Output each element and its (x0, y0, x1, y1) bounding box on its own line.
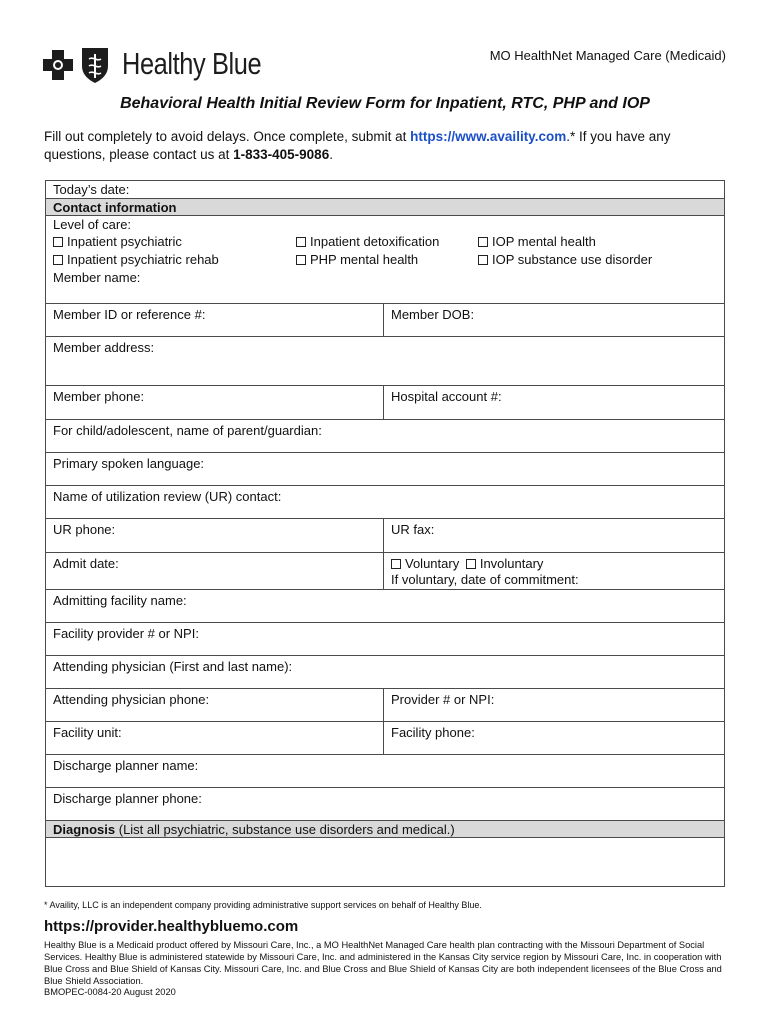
discharge-planner-name-label: Discharge planner name: (53, 758, 199, 773)
level-of-care-row (46, 215, 724, 303)
member-dob-label: Member DOB: (391, 307, 475, 322)
guardian-row[interactable] (46, 419, 724, 452)
facility-name-label: Admitting facility name: (53, 593, 187, 608)
form-code: BMOPEC-0084-20 August 2020 (44, 987, 176, 997)
language-row[interactable] (46, 452, 724, 485)
option-label: Inpatient detoxification (310, 234, 440, 249)
voluntary-label: Voluntary (405, 556, 460, 571)
availity-footnote: * Availity, LLC is an independent company providing administrative support services on behalf of Healthy Blue. (44, 900, 482, 910)
involuntary-checkbox[interactable] (466, 559, 476, 569)
facility-unit-row[interactable] (46, 721, 724, 754)
hospital-account-label: Hospital account #: (391, 389, 502, 404)
review-form (45, 180, 725, 887)
admit-date-label: Admit date: (46, 553, 384, 589)
ur-phone-row[interactable] (46, 518, 724, 552)
intro-part3: . (329, 147, 333, 162)
attending-physician-row[interactable] (46, 655, 724, 688)
option-php-mental-health[interactable] (296, 251, 478, 269)
member-name-label: Member name: (53, 270, 141, 285)
logo-text: Healthy Blue (122, 46, 262, 81)
member-phone-row[interactable] (46, 385, 724, 419)
commitment-date-label: If voluntary, date of commitment: (391, 572, 579, 587)
provider-website-link[interactable]: https://provider.healthybluemo.com (44, 918, 299, 935)
option-label: IOP mental health (492, 234, 596, 249)
option-inpatient-psychiatric-rehab[interactable] (53, 251, 296, 269)
todays-date-label: Today’s date: (53, 182, 130, 197)
option-label: Inpatient psychiatric (67, 234, 182, 249)
checkbox-icon[interactable] (478, 237, 488, 247)
attending-physician-label: Attending physician (First and last name): (53, 659, 293, 674)
ur-contact-label: Name of utilization review (UR) contact: (53, 489, 282, 504)
option-iop-mental-health[interactable] (478, 233, 652, 251)
facility-provider-label: Facility provider # or NPI: (53, 626, 199, 641)
intro-part1: Fill out completely to avoid delays. Once complete, submit at (44, 129, 411, 144)
facility-provider-row[interactable] (46, 622, 724, 655)
ur-phone-label: UR phone: (46, 519, 384, 552)
attending-phone-label: Attending physician phone: (46, 689, 384, 721)
checkbox-icon[interactable] (296, 237, 306, 247)
option-inpatient-psychiatric[interactable] (53, 233, 296, 251)
level-of-care-label: Level of care: (53, 217, 132, 232)
contact-phone: 1-833-405-9086 (233, 147, 330, 162)
member-address-label: Member address: (53, 340, 155, 355)
diagnosis-note: (List all psychiatric, substance use disorders and medical.) (115, 822, 455, 837)
healthy-blue-logo (42, 44, 292, 84)
checkbox-icon[interactable] (53, 237, 63, 247)
discharge-planner-phone-label: Discharge planner phone: (53, 791, 202, 806)
ur-fax-label: UR fax: (391, 522, 435, 537)
todays-date-row[interactable] (46, 181, 724, 198)
discharge-name-row[interactable] (46, 754, 724, 787)
option-label: PHP mental health (310, 252, 419, 267)
blue-cross-blue-shield-icon (42, 44, 114, 84)
discharge-phone-row[interactable] (46, 787, 724, 820)
attending-phone-row[interactable] (46, 688, 724, 721)
plan-name: MO HealthNet Managed Care (Medicaid) (489, 48, 726, 63)
admit-date-row[interactable] (46, 552, 724, 589)
member-phone-label: Member phone: (46, 386, 384, 419)
diagnosis-entry-area[interactable] (46, 837, 724, 886)
contact-header-row (46, 198, 724, 215)
checkbox-icon[interactable] (53, 255, 63, 265)
option-inpatient-detoxification[interactable] (296, 233, 478, 251)
language-label: Primary spoken language: (53, 456, 205, 471)
legal-disclaimer: Healthy Blue is a Medicaid product offered by Missouri Care, Inc., a MO HealthNet Managed Care health plan contracting with the Missouri Department of Social Services. Healthy Blue is administered statewide by Missouri Care, Inc. and administered in the Kansas City service region by Missouri Care, Inc. in cooperation with Blue Cross and Blue Shield of Kansas City. Missouri Care, Inc. and Blue Cross and Blue Shield of Kansas City are both independent licensees of the Blue Cross and Blue Shield Association. (44, 940, 722, 986)
diagnosis-label: Diagnosis (53, 822, 116, 837)
intro-part2: .* If you have any questions, please contact us at (44, 129, 671, 162)
availity-link[interactable]: https://www.availity.com (410, 129, 567, 144)
member-address-row[interactable] (46, 336, 724, 385)
checkbox-icon[interactable] (296, 255, 306, 265)
facility-name-row[interactable] (46, 589, 724, 622)
member-id-row[interactable] (46, 303, 724, 336)
guardian-label: For child/adolescent, name of parent/guardian: (53, 423, 322, 438)
facility-unit-label: Facility unit: (46, 722, 384, 754)
option-label: IOP substance use disorder (492, 252, 653, 267)
ur-contact-row[interactable] (46, 485, 724, 518)
provider-npi-label: Provider # or NPI: (391, 692, 495, 707)
form-title: Behavioral Health Initial Review Form for Inpatient, RTC, PHP and IOP (120, 95, 650, 112)
facility-phone-label: Facility phone: (391, 725, 475, 740)
option-iop-substance-use[interactable] (478, 251, 652, 269)
member-id-label: Member ID or reference #: (46, 304, 384, 336)
intro-text (44, 128, 724, 164)
option-label: Inpatient psychiatric rehab (67, 252, 219, 267)
voluntary-checkbox[interactable] (391, 559, 401, 569)
contact-information-header: Contact information (53, 200, 177, 215)
diagnosis-header-row (46, 820, 724, 837)
checkbox-icon[interactable] (478, 255, 488, 265)
involuntary-label: Involuntary (479, 556, 544, 571)
